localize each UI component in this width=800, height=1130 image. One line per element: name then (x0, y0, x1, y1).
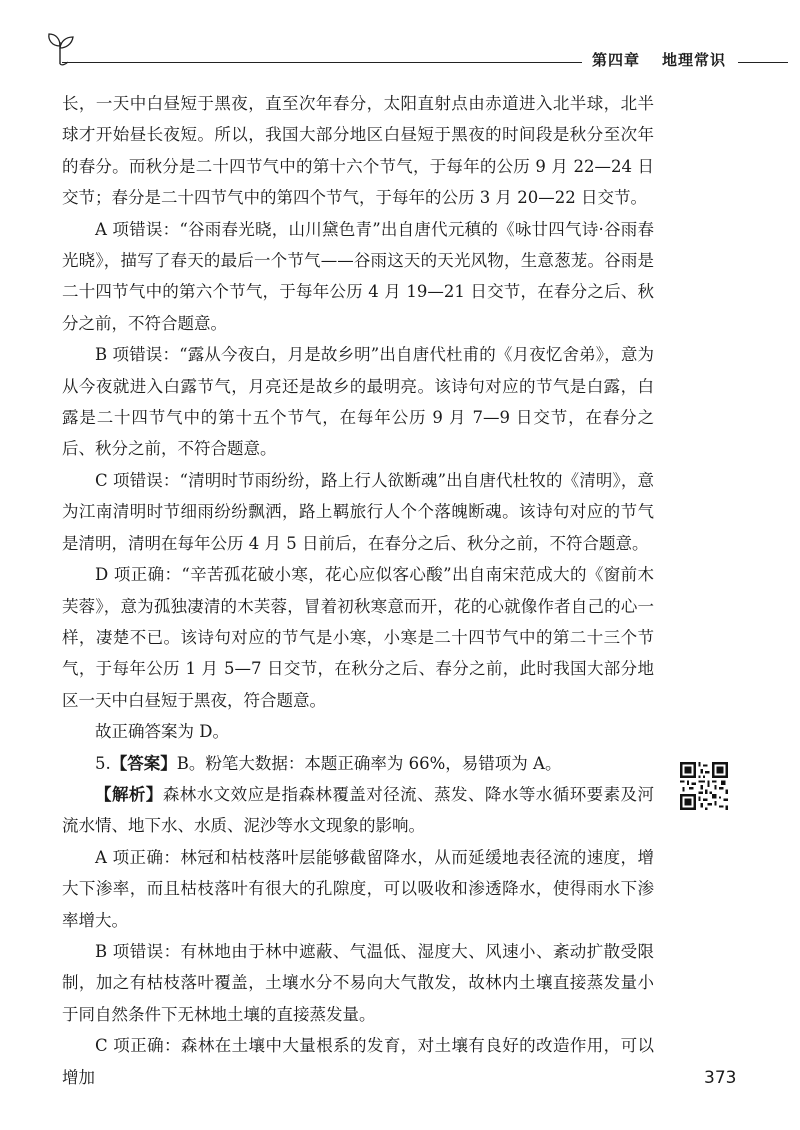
leaf-icon (46, 32, 76, 66)
header-rule-left (62, 62, 582, 63)
paragraph-option-a: A 项错误：“谷雨春光晓，山川黛色青”出自唐代元稹的《咏廿四气诗·谷雨春光晓》，描写了春天的最后一个节气——谷雨这天的天光风物，生意葱茏。谷雨是二十四节气中的第六个节气，于每年公历 4 月 19—21 日交节，在春分之后、秋分之前，不符合题意。 (62, 219, 654, 333)
paragraph-conclusion: 故正确答案为 D。 (95, 722, 229, 742)
analysis-label: 【解析】 (95, 784, 163, 804)
paragraph-option-b: B 项错误：“露从今夜白，月是故乡明”出自唐代杜甫的《月夜忆舍弟》，意为从今夜就进入白露节气，月亮还是故乡的最明亮。该诗句对应的节气是白露，白露是二十四节气中的第十五个节气，在每年公历 9 月 7—9 日交节，在春分之后、秋分之前，不符合题意。 (62, 345, 654, 459)
header-rule-right (738, 62, 788, 63)
chapter-title: 第四章 (592, 51, 641, 69)
question-number: 5. (95, 753, 111, 773)
answer-line (62, 748, 654, 779)
analysis-text: 森林水文效应是指森林覆盖对径流、蒸发、降水等水循环要素及河流水情、地下水、水质、泥沙等水文现象的影响。 (62, 784, 654, 836)
paragraph-continuation: 长，一天中白昼短于黑夜，直至次年春分，太阳直射点由赤道进入北半球，北半球才开始昼长夜短。所以，我国大部分地区白昼短于黑夜的时间段是秋分至次年的春分。而秋分是二十四节气中的第十六个节气，于每年的公历 9 月 22—24 日交节；春分是二十四节气中的第四个节气，于每年的公历 3 月 20—22 日交节。 (62, 94, 654, 208)
paragraph-option-c: C 项错误：“清明时节雨纷纷，路上行人欲断魂”出自唐代杜牧的《清明》，意为江南清明时节细雨纷纷飘洒，路上羁旅行人个个落魄断魂。该诗句对应的节气是清明，清明在每年公历 4 月 5 日前后，在春分之后、秋分之前，不符合题意。 (62, 470, 654, 553)
paragraph-analysis-a: A 项正确：林冠和枯枝落叶层能够截留降水，从而延缓地表径流的速度，增大下渗率，而且枯枝落叶有很大的孔隙度，可以吸收和渗透降水，使得雨水下渗率增大。 (62, 847, 654, 930)
analysis-paragraph (62, 779, 654, 842)
page-number: 373 (704, 1068, 737, 1088)
qr-code-icon[interactable] (680, 762, 728, 810)
paragraph-analysis-b: B 项错误：有林地由于林中遮蔽、气温低、湿度大、风速小、紊动扩散受限制，加之有枯枝落叶覆盖，土壤水分不易向大气散发，故林内土壤直接蒸发量小于同自然条件下无林地土壤的直接蒸发量。 (62, 941, 654, 1024)
answer-label: 【答案】 (110, 753, 177, 773)
page-body (62, 88, 654, 1093)
paragraph-analysis-c: C 项正确：森林在土壤中大量根系的发育，对土壤有良好的改造作用，可以增加 (62, 1036, 654, 1087)
page-header (0, 0, 800, 80)
paragraph-option-d: D 项正确：“辛苦孤花破小寒，花心应似客心酸”出自南宋范成大的《窗前木芙蓉》，意为孤独凄清的木芙蓉，冒着初秋寒意而开，花的心就像作者自己的心一样，凄楚不已。该诗句对应的节气是小寒，小寒是二十四节气中的第二十三个节气，于每年公历 1 月 5—7 日交节，在秋分之后、春分之前，此时我国大部分地区一天中白昼短于黑夜，符合题意。 (62, 565, 654, 710)
section-title: 地理常识 (662, 51, 727, 69)
answer-text: B。粉笔大数据：本题正确率为 66%，易错项为 A。 (176, 753, 562, 773)
